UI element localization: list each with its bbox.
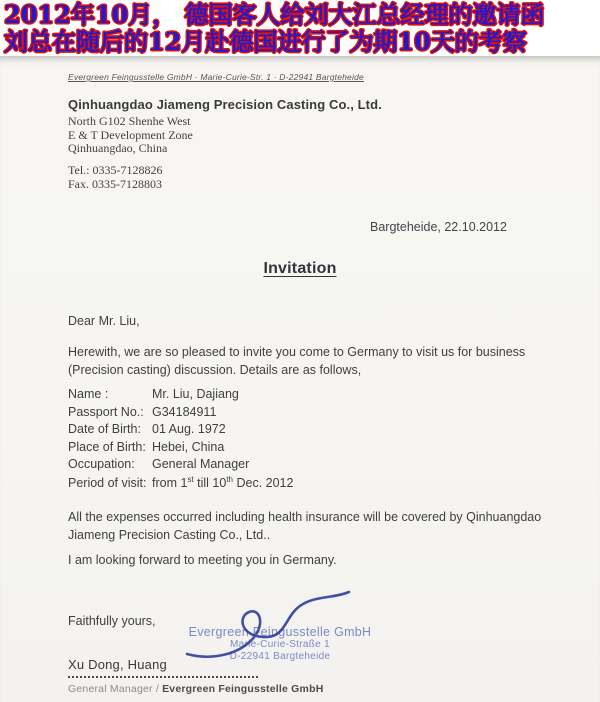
fax-line: Fax. 0335-7128803 [68, 176, 162, 191]
letter-title: Invitation [263, 260, 337, 277]
detail-value: Mr. Liu, Dajiang [152, 387, 239, 401]
telephone-line: Tel.: 0335-7128826 [68, 163, 163, 177]
letterhead-line: Evergreen Feingusstelle GmbH · Marie-Curie-Str. 1 · D-22941 Bargteheide [68, 72, 364, 82]
salutation: Dear Mr. Liu, [68, 314, 140, 328]
period-value [152, 476, 293, 490]
address-line-3: Qinhuangdao, China [68, 141, 168, 155]
period-part3: Dec. 2012 [233, 476, 294, 490]
period-of-visit-row [68, 476, 293, 490]
signer-name: Xu Dong, Huang [68, 657, 167, 672]
stamp-line-3: D-22941 Bargteheide [229, 651, 331, 662]
company-name: Qinhuangdao Jiameng Precision Casting Co., Ltd. [68, 97, 382, 112]
signer-title-line [68, 683, 323, 695]
expenses-paragraph: All the expenses occurred including health insurance will be covered by Qinhuangdao Jiameng Precision Casting Co., Ltd.. [68, 510, 542, 542]
detail-label: Name : [68, 387, 109, 401]
contact-block [68, 164, 162, 191]
period-part1: from 1 [152, 476, 188, 490]
stamp-line-1: Evergreen Feingusstelle GmbH [188, 625, 372, 639]
signer-title-plain: General Manager / [68, 683, 163, 695]
handwritten-signature [183, 590, 353, 670]
place-date-line: Bargteheide, 22.10.2012 [370, 220, 507, 234]
detail-value: 01 Aug. 1972 [152, 422, 226, 436]
company-address [68, 115, 193, 156]
detail-row-birthplace [68, 439, 249, 457]
detail-value: General Manager [152, 457, 250, 471]
caption-line-1: 2012年10月， 德国客人给刘大江总经理的邀请函 [4, 0, 545, 29]
scanned-letter [0, 56, 600, 702]
period-part2: till 10 [193, 476, 227, 490]
address-line-2: E & T Development Zone [68, 127, 193, 142]
period-superscript-st: st [187, 474, 194, 484]
signature-path [187, 592, 349, 657]
period-superscript-th: th [226, 474, 233, 484]
detail-row-occupation [68, 456, 249, 474]
intro-paragraph: Herewith, we are so pleased to invite you come to Germany to visit us for business (Precision casting) discussion. Details are as follows, [68, 345, 526, 377]
address-line-1: North G102 Shenhe West [68, 114, 191, 128]
detail-label: Date of Birth: [68, 422, 141, 436]
detail-row-passport [68, 404, 249, 422]
caption-line-2: 刘总在随后的12月赴德国进行了为期10天的考察 [4, 27, 527, 56]
signer-title-company: Evergreen Feingusstelle GmbH [162, 683, 324, 695]
detail-label: Passport No.: [68, 404, 144, 419]
valediction: Faithfully yours, [68, 614, 156, 628]
stamp-line-2: Marie-Curie-Straße 1 [230, 638, 330, 650]
detail-label: Occupation: [68, 457, 135, 471]
detail-row-name [68, 386, 249, 404]
visitor-details [68, 386, 249, 474]
detail-value: G34184911 [152, 404, 217, 419]
period-label: Period of visit: [68, 476, 147, 490]
detail-value: Hebei, China [152, 439, 225, 454]
dotted-separator [68, 676, 258, 678]
detail-label: Place of Birth: [68, 439, 146, 454]
detail-row-birthdate [68, 421, 249, 439]
chinese-caption [4, 1, 598, 55]
closing-line: I am looking forward to meeting you in Germany. [68, 553, 337, 567]
